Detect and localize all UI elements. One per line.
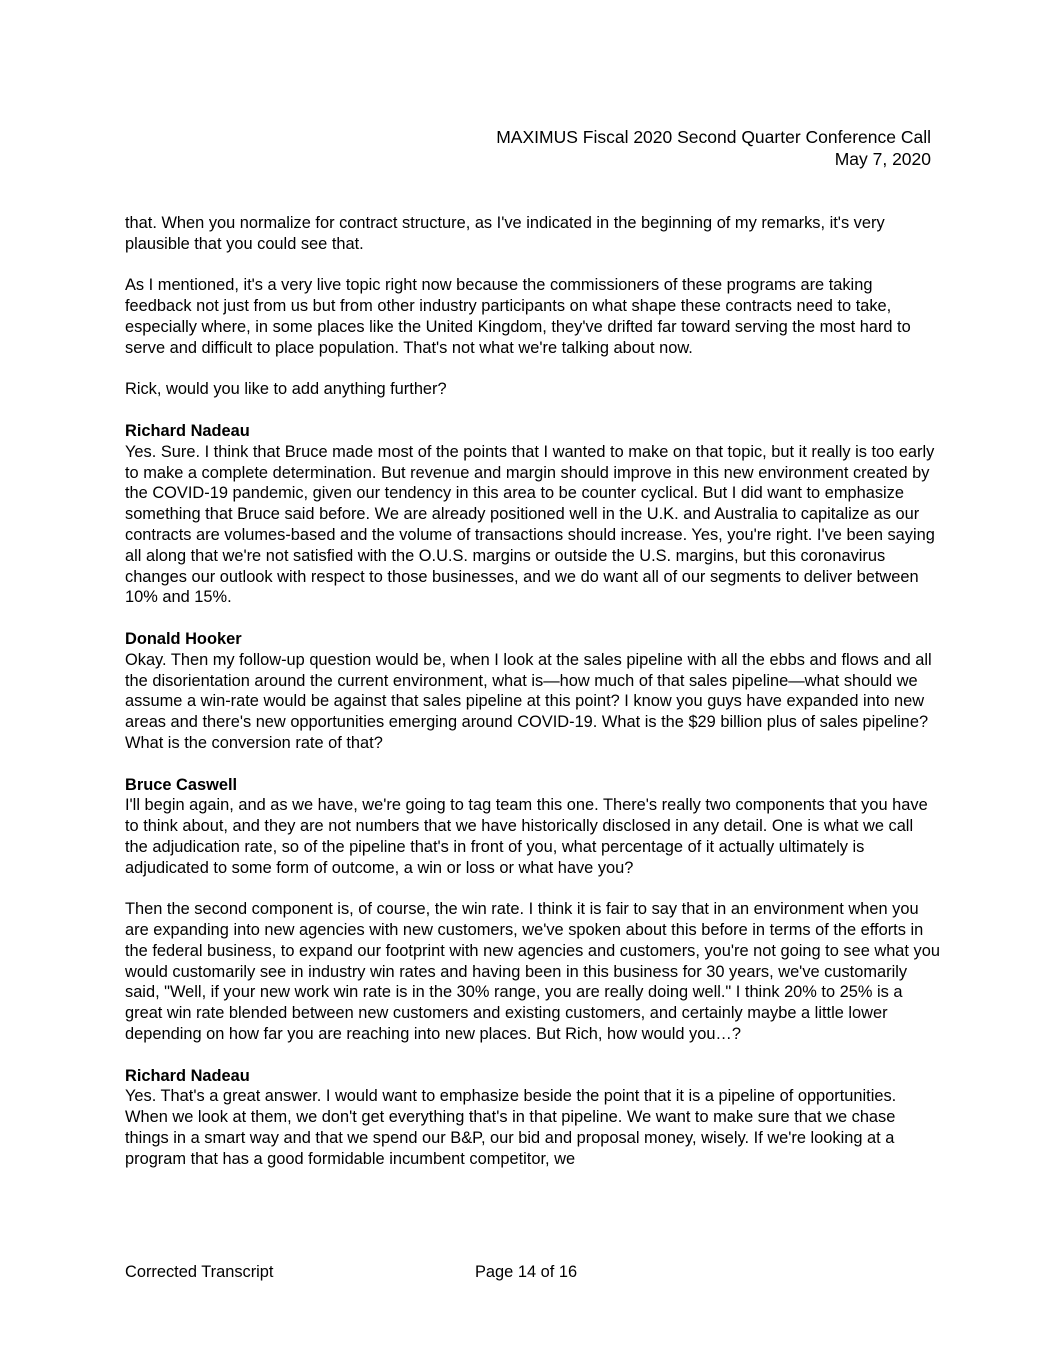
speaker-text: Yes. That's a great answer. I would want to emphasize beside the point that it is a pipeline of opportunities. When we look at them, we don't get everything that's in that pipeline. We want to make sure that we chase things in a smart way and that we spend our B&P, our bid and proposal money, wisely. If we're looking at a program that has a good formidable incumbent competitor, we xyxy=(125,1087,897,1168)
speaker-name: Richard Nadeau xyxy=(125,1066,250,1085)
speaker-name: Richard Nadeau xyxy=(125,421,250,440)
header-title: MAXIMUS Fiscal 2020 Second Quarter Conference Call xyxy=(496,127,931,147)
paragraph: Rick, would you like to add anything further? xyxy=(125,380,447,399)
paragraph: Then the second component is, of course, the win rate. I think it is fair to say that in an environment when you are expanding into new agencies with new customers, we've spoken about this before in terms of the efforts in the federal business, to expand our footprint with new agencies and customers, you're not going to see what you would customarily see in industry win rates and having been in this business for 30 years, we've customarily said, "Well, if your new work win rate is in the 30% range, you are really doing well." I think 20% to 25% is a great win rate blended between new customers and existing customers, and certainly maybe a little lower depending on how far you are reaching into new places. But Rich, how would you…? xyxy=(125,900,940,1044)
header-date: May 7, 2020 xyxy=(834,149,931,169)
speaker-block xyxy=(125,1066,940,1170)
paragraph: As I mentioned, it's a very live topic right now because the commissioners of these programs are taking feedback not just from us but from other industry participants on what shape these contracts need to take, especially where, in some places like the United Kingdom, they've drifted far toward serving the most hard to serve and difficult to place population. That's not what we're talking about now. xyxy=(125,276,911,357)
speaker-name: Donald Hooker xyxy=(125,629,242,648)
speaker-text: Okay. Then my follow-up question would be, when I look at the sales pipeline with all the ebbs and flows and all the disorientation around the current environment, what is—how much of that sales pipeline—what should we assume a win-rate would be against that sales pipeline at this point? I know you guys have expanded into new areas and there's new opportunities emerging around COVID-19. What is the $29 billion plus of sales pipeline? What is the conversion rate of that? xyxy=(125,650,932,752)
footer-label: Corrected Transcript xyxy=(125,1263,274,1281)
page-number: Page 14 of 16 xyxy=(475,1263,578,1281)
speaker-block xyxy=(125,421,940,608)
speaker-block xyxy=(125,775,940,879)
paragraph: that. When you normalize for contract structure, as I've indicated in the beginning of my remarks, it's very plausible that you could see that. xyxy=(125,214,885,253)
transcript-body xyxy=(125,213,940,1190)
speaker-name: Bruce Caswell xyxy=(125,775,238,794)
speaker-text: Yes. Sure. I think that Bruce made most of the points that I wanted to make on that topic, but it really is too early to make a complete determination. But revenue and margin should improve in this new environment created by the COVID-19 pandemic, given our tendency in this area to be counter cyclical. But I did want to emphasize something that Bruce said before. We are already positioned well in the U.K. and Australia to capitalize as our contracts are volumes-based and the volume of transactions should increase. Yes, you're right. I've been saying all along that we're not satisfied with the O.U.S. margins or outside the U.S. margins, but this coronavirus changes our outlook with respect to those businesses, and we do want all of our segments to deliver between 10% and 15%. xyxy=(125,442,935,607)
page-header xyxy=(496,126,931,170)
speaker-text: I'll begin again, and as we have, we're going to tag team this one. There's really two components that you have to think about, and they are not numbers that we have historically disclosed in any detail. One is what we call the adjudication rate, so of the pipeline that's in front of you, what percentage of it actually ultimately is adjudicated to some form of outcome, a win or loss or what have you? xyxy=(125,796,928,877)
speaker-block xyxy=(125,629,940,754)
